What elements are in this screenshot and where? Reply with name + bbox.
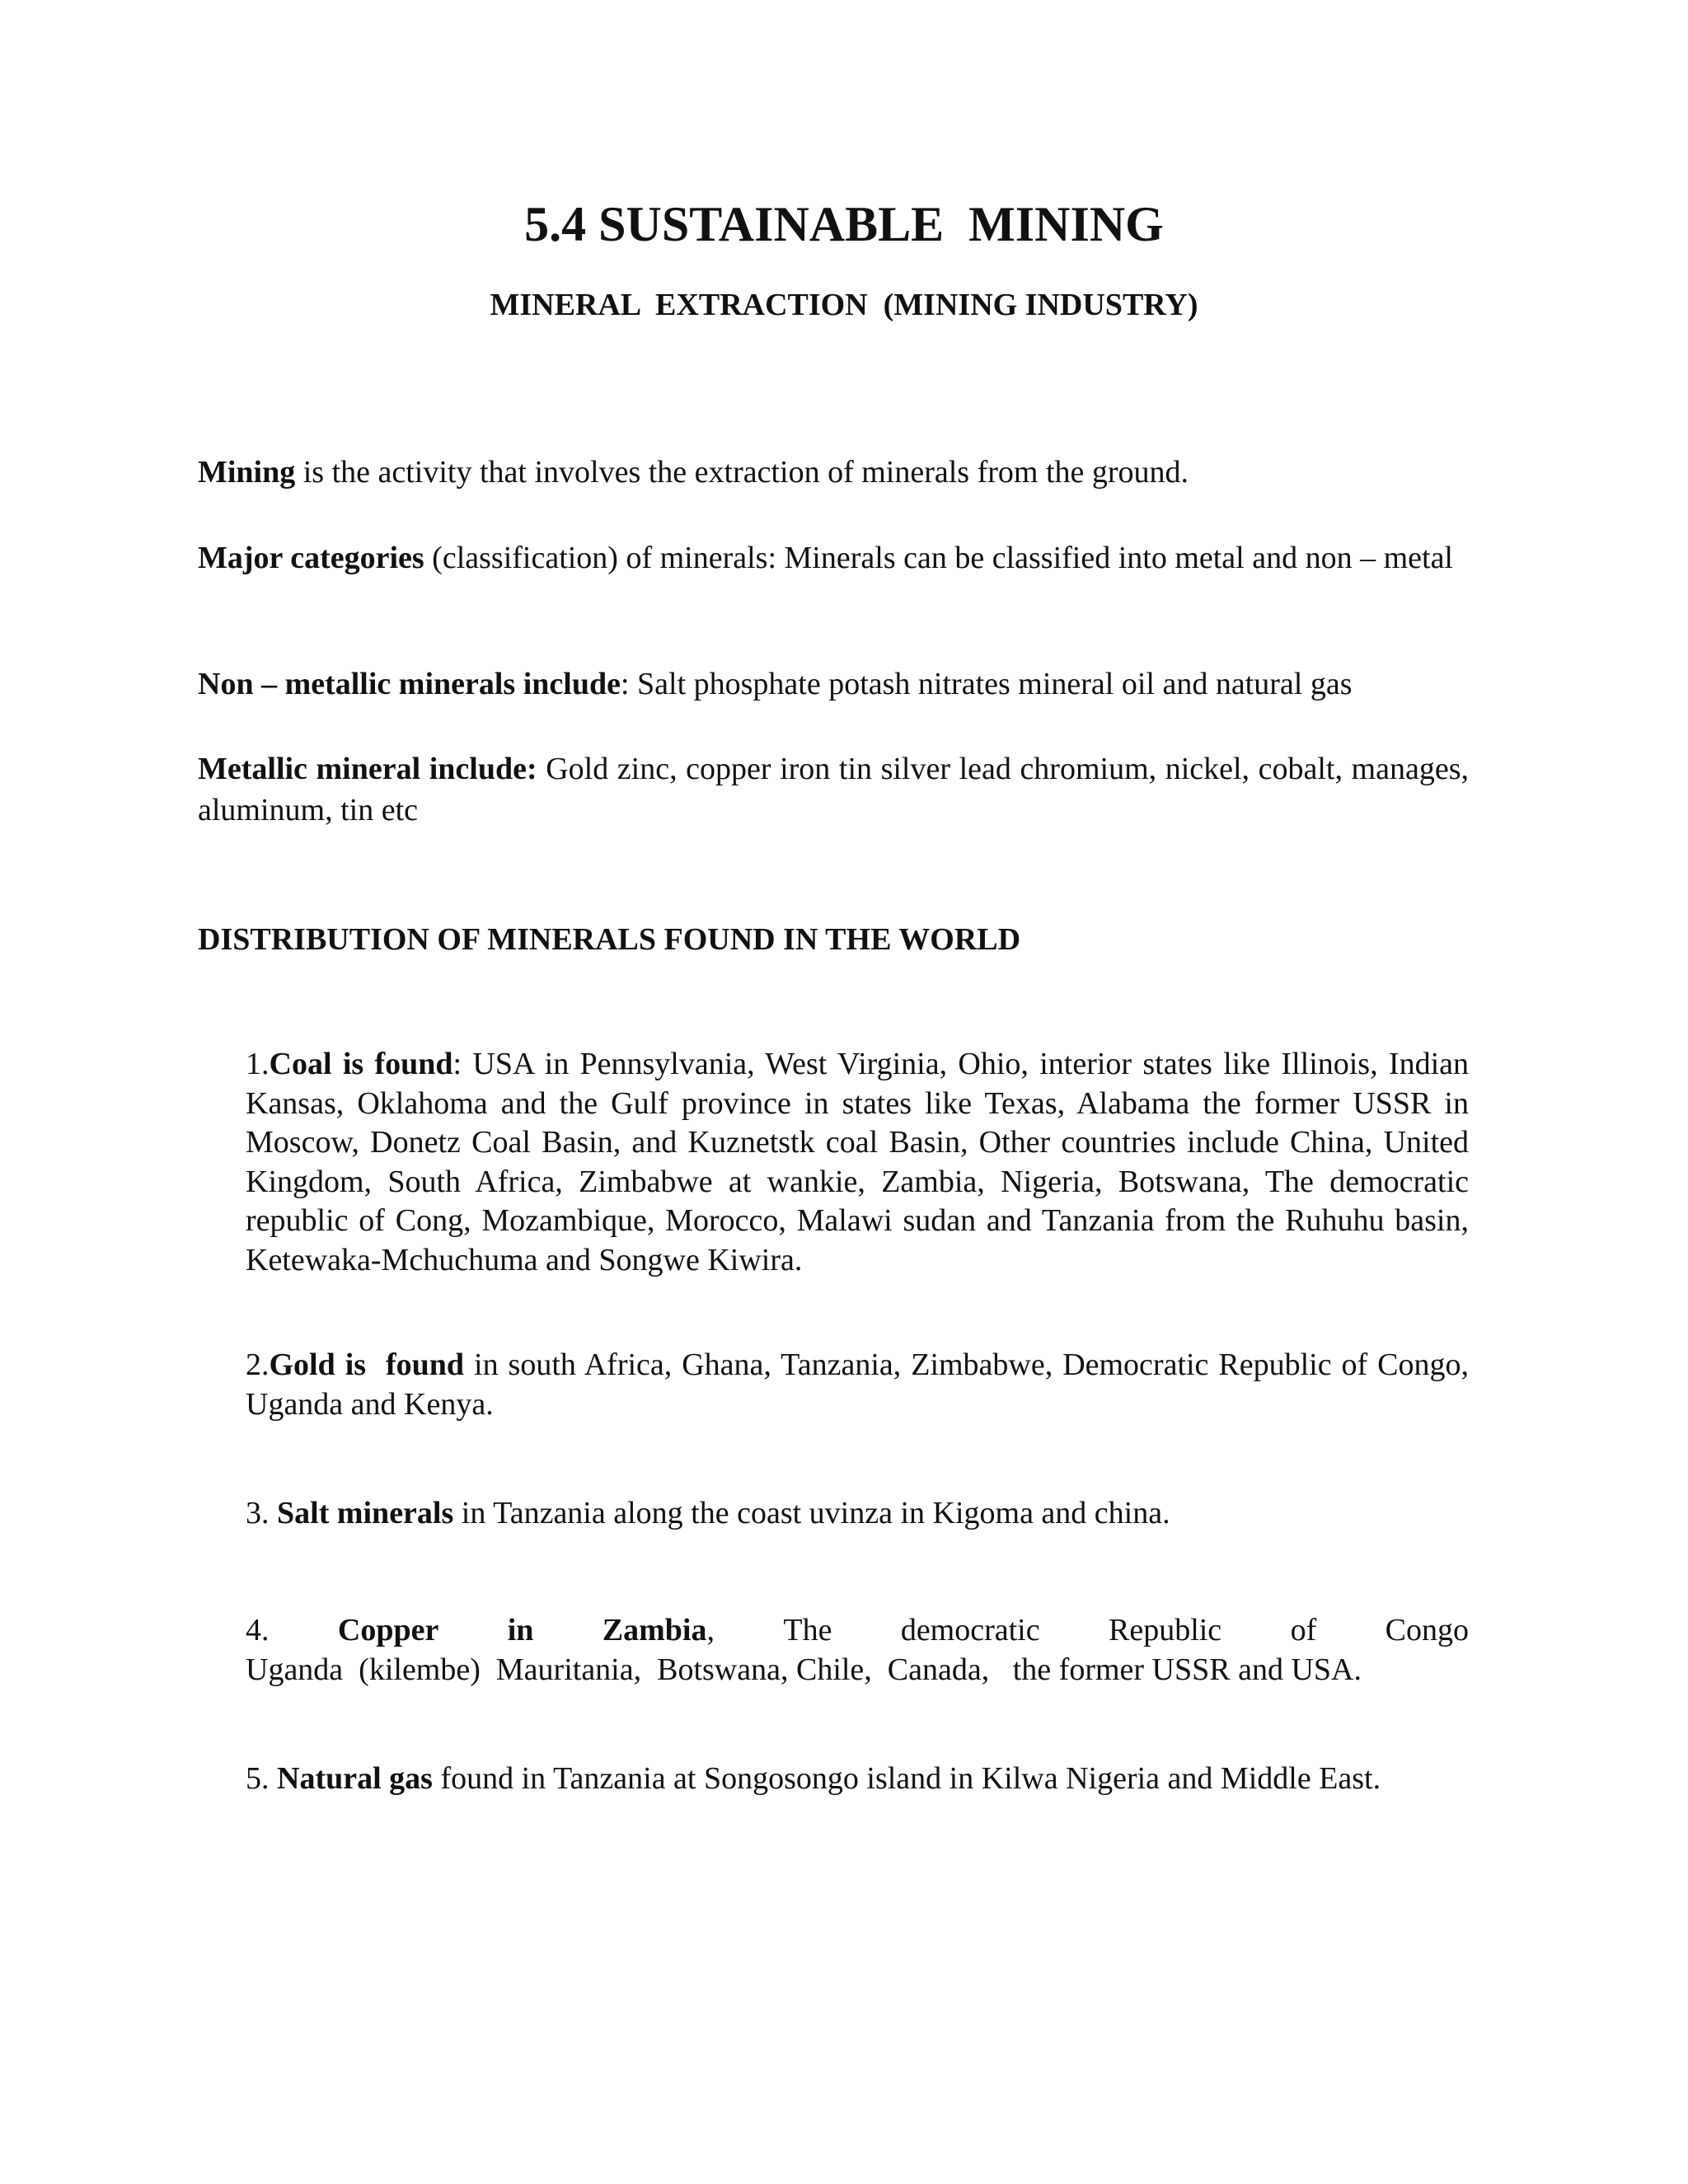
copper-item bbox=[246, 1611, 1469, 1690]
mining-definition bbox=[198, 452, 1469, 493]
natural-gas-number: 5. bbox=[246, 1761, 277, 1796]
copper-word-congo: Congo bbox=[1385, 1613, 1469, 1647]
natural-gas-text: found in Tanzania at Songosongo island in Kilwa Nigeria and Middle East. bbox=[432, 1761, 1381, 1796]
copper-word-republic: Republic bbox=[1108, 1613, 1222, 1647]
metallic-term: Metallic mineral include: bbox=[198, 752, 537, 786]
copper-zambia-group bbox=[603, 1611, 715, 1651]
coal-number: 1. bbox=[246, 1047, 270, 1081]
gold-item bbox=[246, 1346, 1469, 1424]
salt-term: Salt minerals bbox=[277, 1496, 454, 1530]
copper-comma: , bbox=[706, 1613, 715, 1647]
mining-term: Mining bbox=[198, 455, 296, 490]
copper-word-of: of bbox=[1290, 1613, 1317, 1647]
metallic-text: Gold zinc, copper iron tin silver lead chromium, nickel, cobalt, manages, aluminum, tin etc bbox=[198, 752, 1469, 827]
natural-gas-item bbox=[246, 1760, 1469, 1799]
copper-term: Copper bbox=[337, 1613, 439, 1647]
coal-term: Coal is found bbox=[269, 1047, 453, 1081]
copper-number: 4. bbox=[246, 1613, 270, 1647]
mining-text: is the activity that involves the extraction of minerals from the ground. bbox=[295, 455, 1189, 490]
salt-number: 3. bbox=[246, 1496, 277, 1530]
mineral-categories bbox=[198, 537, 1469, 579]
page-subtitle: MINERAL EXTRACTION (MINING INDUSTRY) bbox=[490, 288, 1198, 322]
non-metallic-term: Non – metallic minerals include bbox=[198, 667, 621, 701]
gold-number: 2. bbox=[246, 1347, 270, 1382]
copper-line-2: Uganda (kilembe) Mauritania, Botswana, Chile, Canada, the former USSR and USA. bbox=[246, 1652, 1362, 1687]
copper-term-zambia: Zambia bbox=[602, 1613, 707, 1647]
natural-gas-term: Natural gas bbox=[277, 1761, 433, 1796]
copper-line-1 bbox=[246, 1611, 1469, 1651]
copper-word-the: The bbox=[783, 1613, 832, 1647]
categories-text: (classification) of minerals: Minerals can be classified into metal and non – metal bbox=[424, 541, 1453, 575]
gold-term: Gold is found bbox=[269, 1347, 465, 1382]
gold-text: in south Africa, Ghana, Tanzania, Zimbabwe, Democratic Republic of Congo, Uganda and Kenya. bbox=[246, 1347, 1469, 1422]
salt-text: in Tanzania along the coast uvinza in Kigoma and china. bbox=[453, 1496, 1170, 1530]
metallic-minerals bbox=[198, 748, 1469, 831]
non-metallic-minerals bbox=[198, 663, 1469, 705]
coal-item bbox=[246, 1045, 1469, 1280]
coal-text: : USA in Pennsylvania, West Virginia, Ohio, interior states like Illinois, Indian Kansas, Oklahoma and the Gulf province in states like Texas, Alabama the former USSR in Moscow, Donetz Coal Basin, and Kuznetstk coal Basin, Other countries include China, United Kingdom, South Africa, Zimbabwe at wankie, Zambia, Nigeria, Botswana, The democratic republic of Cong, Mozambique, Morocco, Malawi sudan and Tanzania from the Ruhuhu basin, Ketewaka-Mchuchuma and Songwe Kiwira. bbox=[246, 1047, 1469, 1277]
copper-term-in: in bbox=[507, 1613, 534, 1647]
non-metallic-text: : Salt phosphate potash nitrates mineral oil and natural gas bbox=[620, 667, 1353, 701]
copper-word-democratic: democratic bbox=[900, 1613, 1040, 1647]
page-title: 5.4 SUSTAINABLE MINING bbox=[524, 197, 1164, 251]
salt-item bbox=[246, 1494, 1469, 1534]
distribution-heading: DISTRIBUTION OF MINERALS FOUND IN THE WORLD bbox=[198, 922, 1021, 957]
categories-term: Major categories bbox=[198, 541, 424, 575]
